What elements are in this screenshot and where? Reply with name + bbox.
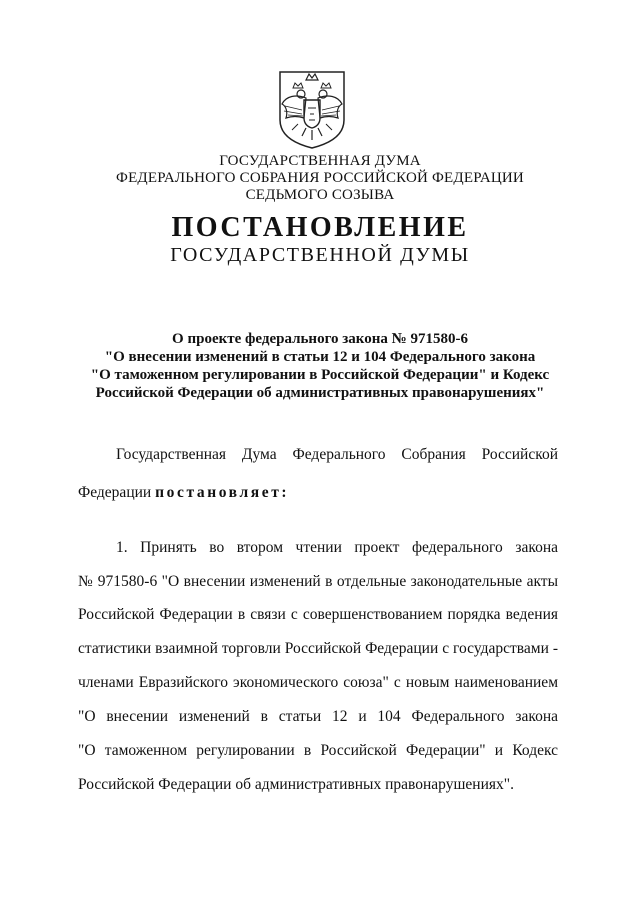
preamble-line-2 bbox=[78, 484, 289, 502]
item1-line-7: "О таможенном регулировании в Российской Федерации" и Кодекс bbox=[78, 742, 558, 759]
item1-line-4: статистики взаимной торговли Российской Федерации с государствами - bbox=[78, 640, 558, 657]
item1-line-3: Российской Федерации в связи с совершенствованием порядка ведения bbox=[78, 606, 558, 623]
preamble-verb: постановляет: bbox=[155, 484, 290, 501]
item1-line-2: № 971580-6 "О внесении изменений в отдельные законодательные акты bbox=[78, 573, 558, 590]
document-title: ПОСТАНОВЛЕНИЕ bbox=[171, 212, 469, 243]
preamble-subject: Федерации bbox=[78, 484, 152, 501]
item1-line-6: "О внесении изменений в статьи 12 и 104 Федерального закона bbox=[78, 708, 558, 725]
subject-line-1: О проекте федерального закона № 971580-6 bbox=[172, 331, 468, 347]
subject-line-3: "О таможенном регулировании в Российской Федерации" и Кодекс bbox=[90, 367, 550, 383]
preamble-line-1: Государственная Дума Федерального Собрания Российской bbox=[116, 446, 558, 463]
item1-line-1: 1. Принять во втором чтении проект федерального закона bbox=[116, 539, 558, 556]
document-subtitle: ГОСУДАРСТВЕННОЙ ДУМЫ bbox=[170, 244, 470, 266]
document-subject bbox=[60, 330, 580, 402]
header-line-1: ГОСУДАРСТВЕННАЯ ДУМА bbox=[219, 153, 421, 169]
russian-coat-of-arms-icon bbox=[276, 70, 348, 150]
item1-line-5: членами Евразийского экономического союза" с новым наименованием bbox=[78, 674, 558, 691]
header-line-2: ФЕДЕРАЛЬНОГО СОБРАНИЯ РОССИЙСКОЙ ФЕДЕРАЦИИ bbox=[116, 170, 524, 186]
subject-line-2: "О внесении изменений в статьи 12 и 104 Федерального закона bbox=[104, 349, 536, 365]
header-line-3: СЕДЬМОГО СОЗЫВА bbox=[245, 187, 395, 203]
item1-line-8: Российской Федерации об административных правонарушениях". bbox=[78, 776, 514, 793]
subject-line-4: Российской Федерации об административных правонарушениях" bbox=[95, 385, 545, 401]
